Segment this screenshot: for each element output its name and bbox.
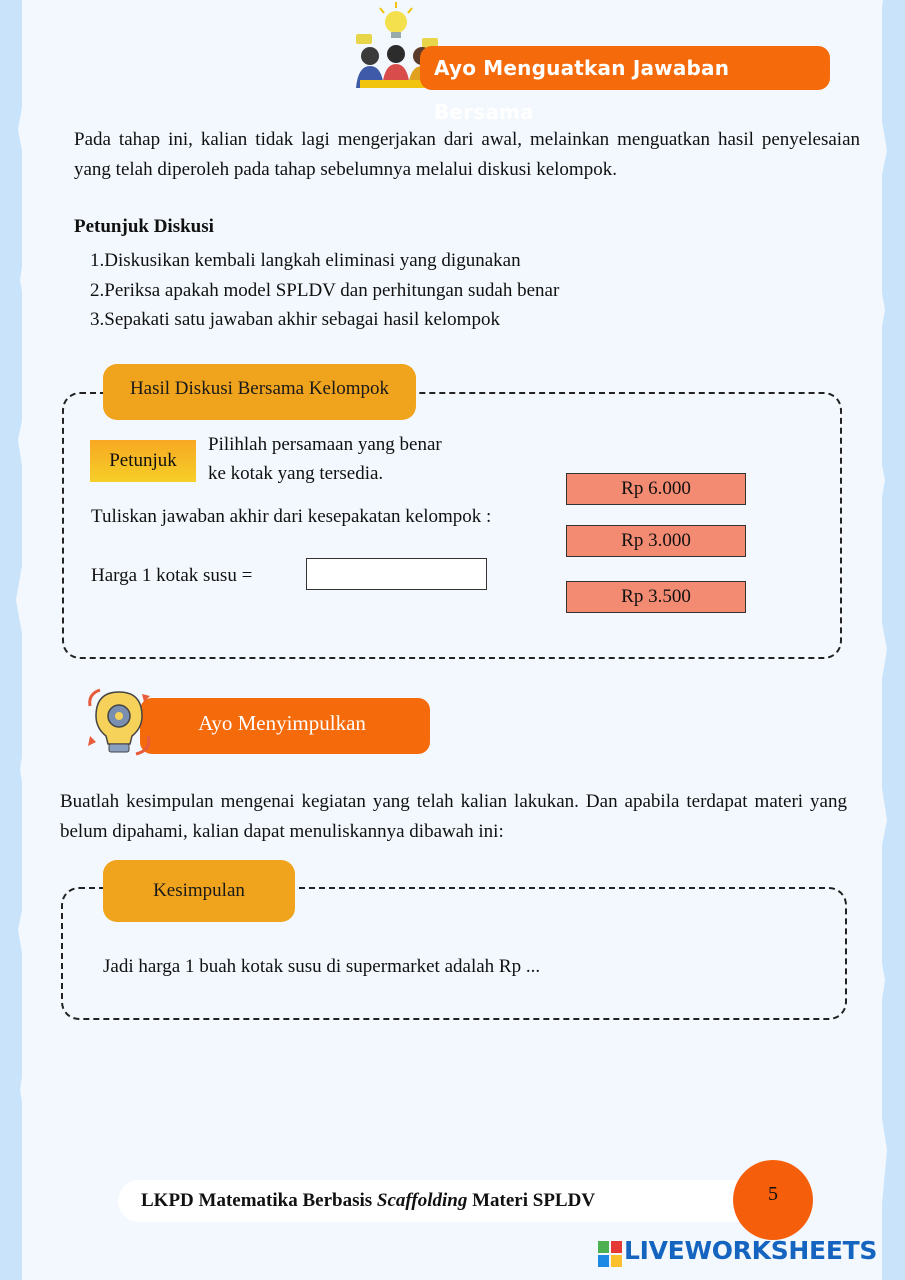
instruction-text: Pilihlah persamaan yang benar ke kotak yang tersedia. (208, 434, 442, 484)
torn-edge-right (857, 0, 897, 1280)
write-prompt: Tuliskan jawaban akhir dari kesepakatan kelompok : (91, 506, 492, 527)
discussion-tab: Hasil Diskusi Bersama Kelompok (103, 364, 416, 420)
torn-edge-left (8, 0, 48, 1280)
answer-drop-box[interactable] (306, 558, 487, 590)
section-title-banner: Ayo Menguatkan Jawaban Bersama (420, 46, 830, 90)
option-rp-6000[interactable]: Rp 6.000 (566, 473, 746, 505)
liveworksheets-logo-icon (598, 1241, 622, 1267)
footer-title: LKPD Matematika Berbasis Scaffolding Materi SPLDV (141, 1190, 596, 1211)
conclude-title: Ayo Menyimpulkan (198, 711, 366, 735)
list-item: 1.Diskusikan kembali langkah eliminasi yang digunakan (90, 250, 521, 271)
conclude-paragraph: Buatlah kesimpulan mengenai kegiatan yang telah kalian lakukan. Dan apabila terdapat materi yang belum dipahami, kalian dapat menuliskannya dibawah ini: (60, 791, 847, 842)
summary-tab: Kesimpulan (103, 860, 295, 922)
summary-text: Jadi harga 1 buah kotak susu di supermarket adalah Rp ... (103, 956, 541, 977)
guide-list (90, 246, 559, 335)
list-item: 2.Periksa apakah model SPLDV dan perhitungan sudah benar (90, 279, 560, 301)
list-item: 3.Sepakati satu jawaban akhir sebagai hasil kelompok (90, 309, 500, 330)
answer-label: Harga 1 kotak susu = (91, 565, 253, 586)
page-number: 5 (768, 1183, 778, 1205)
option-rp-3000[interactable]: Rp 3.000 (566, 525, 746, 557)
lightbulb-gear-icon (84, 686, 154, 758)
guide-title: Petunjuk Diskusi (74, 216, 214, 237)
petunjuk-label: Petunjuk (90, 440, 196, 482)
liveworksheets-brand[interactable]: LIVEWORKSHEETS (624, 1236, 878, 1265)
option-rp-3500[interactable]: Rp 3.500 (566, 581, 746, 613)
intro-paragraph: Pada tahap ini, kalian tidak lagi mengerjakan dari awal, melainkan menguatkan hasil penyelesaian yang telah diperoleh pada tahap sebelumnya melalui diskusi kelompok. (74, 129, 860, 180)
